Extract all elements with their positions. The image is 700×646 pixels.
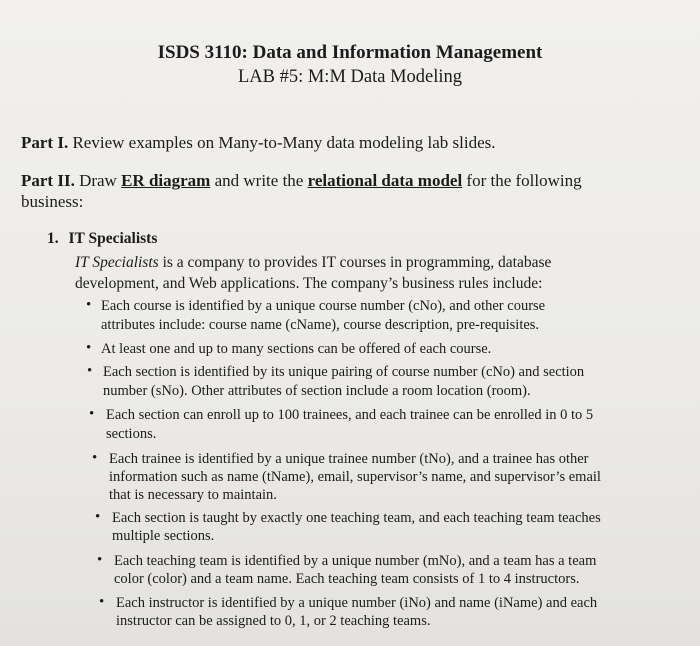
intro-text-1: is a company to provides IT courses in programming, database — [162, 254, 552, 271]
course-title: ISDS 3110: Data and Information Management — [157, 42, 543, 63]
section-heading — [47, 230, 157, 248]
section-number: 1. — [47, 230, 59, 247]
section-intro-line2: development, and Web applications. The company’s business rules include: — [75, 275, 543, 292]
lab-title: LAB #5: M:M Data Modeling — [237, 67, 463, 87]
part-one — [21, 133, 496, 153]
er-diagram-term: ER diagram — [121, 171, 211, 190]
relational-model-term: relational data model — [307, 171, 463, 190]
part-two-text-c: for the following — [466, 171, 582, 190]
section-title: IT Specialists — [68, 230, 158, 247]
section-intro-line1 — [75, 254, 551, 272]
bullet-dot: • — [86, 297, 92, 313]
intro-company-name: IT Specialists — [75, 254, 159, 271]
part-one-text: Review examples on Many-to-Many data modeling lab slides. — [72, 133, 496, 152]
bullet-dot: • — [87, 363, 93, 379]
part-one-label: Part I. — [21, 133, 69, 152]
part-two-text-a: Draw — [79, 171, 117, 190]
part-two-line2: business: — [21, 192, 84, 211]
part-two-label: Part II. — [21, 171, 75, 190]
bullet-dot: • — [97, 552, 103, 568]
bullet-dot: • — [95, 509, 101, 525]
document-page: ISDS 3110: Data and Information Management LAB #5: M:M Data Modeling Part I. Review examples on Many-to-Many data modeling lab slides. Part II. Draw ER diagram and write the relational data model for the following business: 1. IT Specialists IT Specialists is a company to provides IT courses in programming, database development, and Web applications. The company’s business rules include: • Each course is identified by a unique course number (cNo), and other course attributes include: course name (cName), course description, pre-requisites. • At least one and up to many sections can be offered of each course. • Each section is identified by its unique pairing of course number (cNo) and section number (sNo). Other attributes of section include a room location (room). • Each section can enroll up to 100 trainees, and each trainee can be enrolled in 0 to 5 sections. • Each trainee is identified by a unique trainee number (tNo), and a trainee has other information such as name (tName), email, supervisor’s name, and supervisor’s email that is necessary to maintain. • Each section is taught by exactly one teaching team, and each teaching team teaches multiple sections. • Each teaching team is identified by a unique number (mNo), and a team has a team color (color) and a team name. Each teaching team consists of 1 to 4 instructors. • Each instructor is identified by a unique number (iNo) and name (iName) and each instructor can be assigned to 0, 1, or 2 teaching teams. — [0, 0, 700, 646]
bullet-dot: • — [92, 450, 98, 466]
bullet-dot: • — [99, 594, 105, 610]
part-two — [21, 171, 582, 191]
bullet-dot: • — [89, 406, 95, 422]
part-two-text-b: and write the — [214, 171, 304, 190]
bullet-dot: • — [86, 340, 92, 356]
